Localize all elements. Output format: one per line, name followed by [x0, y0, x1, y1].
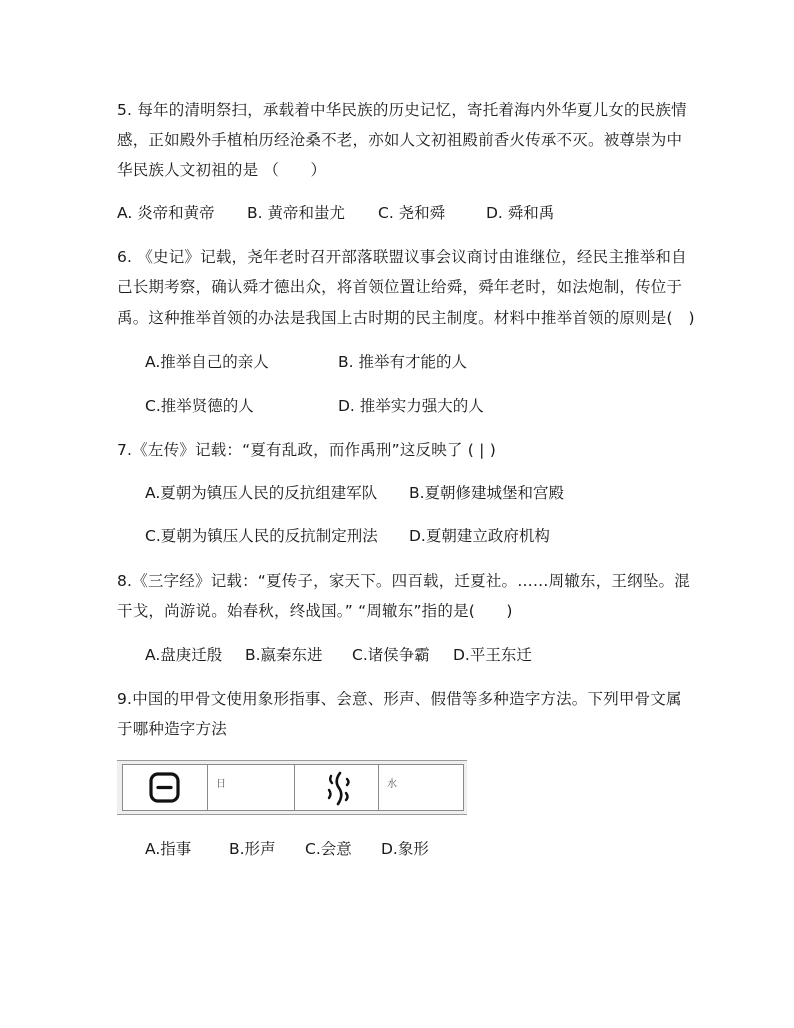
q7-option-c[interactable]: C.夏朝为镇压人民的反抗制定刑法 — [145, 527, 378, 545]
q5-option-d[interactable]: D. 舜和禹 — [486, 204, 555, 222]
oracle-water-label: 水 — [387, 779, 397, 790]
oracle-water-glyph-cell — [294, 764, 379, 811]
q7-option-d[interactable]: D.夏朝建立政府机构 — [409, 527, 550, 545]
q7-option-a[interactable]: A.夏朝为镇压人民的反抗组建军队 — [145, 484, 378, 502]
question-7-line-1: 7.《左传》记载：“夏有乱政，而作禹刑”这反映了 ( | ) — [117, 441, 496, 459]
question-9-line-1: 9.中国的甲骨文使用象形指事、会意、形声、假借等多种造字方法。下列甲骨文属 — [117, 690, 682, 708]
q6-option-d[interactable]: D. 推举实力强大的人 — [338, 397, 484, 415]
question-8-line-2: 干戈，尚游说。始春秋，终战国。” “周辙东”指的是( ) — [117, 602, 513, 620]
q5-option-a[interactable]: A. 炎帝和黄帝 — [117, 204, 215, 222]
q6-option-c[interactable]: C.推举贤德的人 — [145, 397, 254, 415]
q9-option-d[interactable]: D.象形 — [381, 840, 429, 858]
q8-option-c[interactable]: C.诸侯争霸 — [352, 646, 430, 664]
question-6-line-3: 禹。这种推举首领的办法是我国上古时期的民主制度。材料中推举首领的原则是( ) — [117, 309, 695, 327]
question-8-line-1: 8.《三字经》记载：“夏传子，家天下。四百载，迁夏社。……周辙东，王纲坠。混 — [117, 572, 690, 590]
q8-option-d[interactable]: D.平王东迁 — [453, 646, 532, 664]
oracle-sun-glyph-icon — [123, 765, 209, 812]
oracle-bone-table — [117, 760, 467, 815]
oracle-sun-label: 日 — [216, 779, 226, 790]
q6-option-b[interactable]: B. 推举有才能的人 — [338, 353, 467, 371]
q9-option-a[interactable]: A.指事 — [145, 840, 192, 858]
q9-option-b[interactable]: B.形声 — [229, 840, 276, 858]
q9-option-c[interactable]: C.会意 — [305, 840, 352, 858]
q5-option-b[interactable]: B. 黄帝和蚩尤 — [247, 204, 345, 222]
question-6-line-1: 6. 《史记》记载，尧年老时召开部落联盟议事会议商讨由谁继位，经民主推举和自 — [117, 248, 687, 266]
q7-option-b[interactable]: B.夏朝修建城堡和宫殿 — [409, 484, 565, 502]
q5-option-c[interactable]: C. 尧和舜 — [378, 204, 446, 222]
oracle-water-label-cell — [378, 764, 464, 811]
question-5-line-2: 感，正如殿外手植柏历经沧桑不老，亦如人文初祖殿前香火传承不灭。被尊崇为中 — [117, 131, 683, 149]
question-5-line-3: 华民族人文初祖的是 （ ） — [117, 161, 327, 179]
question-5-line-1: 5. 每年的清明祭扫，承载着中华民族的历史记忆，寄托着海内外华夏儿女的民族情 — [117, 101, 687, 119]
question-9-line-2: 于哪种造字方法 — [117, 720, 227, 738]
q8-option-a[interactable]: A.盘庚迁殷 — [145, 646, 223, 664]
question-6-line-2: 己长期考察，确认舜才德出众，将首领位置让给舜，舜年老时，如法炮制，传位于 — [117, 278, 683, 296]
oracle-water-glyph-icon — [295, 765, 380, 812]
q8-option-b[interactable]: B.嬴秦东进 — [245, 646, 323, 664]
q6-option-a[interactable]: A.推举自己的亲人 — [145, 353, 269, 371]
oracle-sun-glyph-cell — [122, 764, 208, 811]
oracle-sun-label-cell — [207, 764, 295, 811]
